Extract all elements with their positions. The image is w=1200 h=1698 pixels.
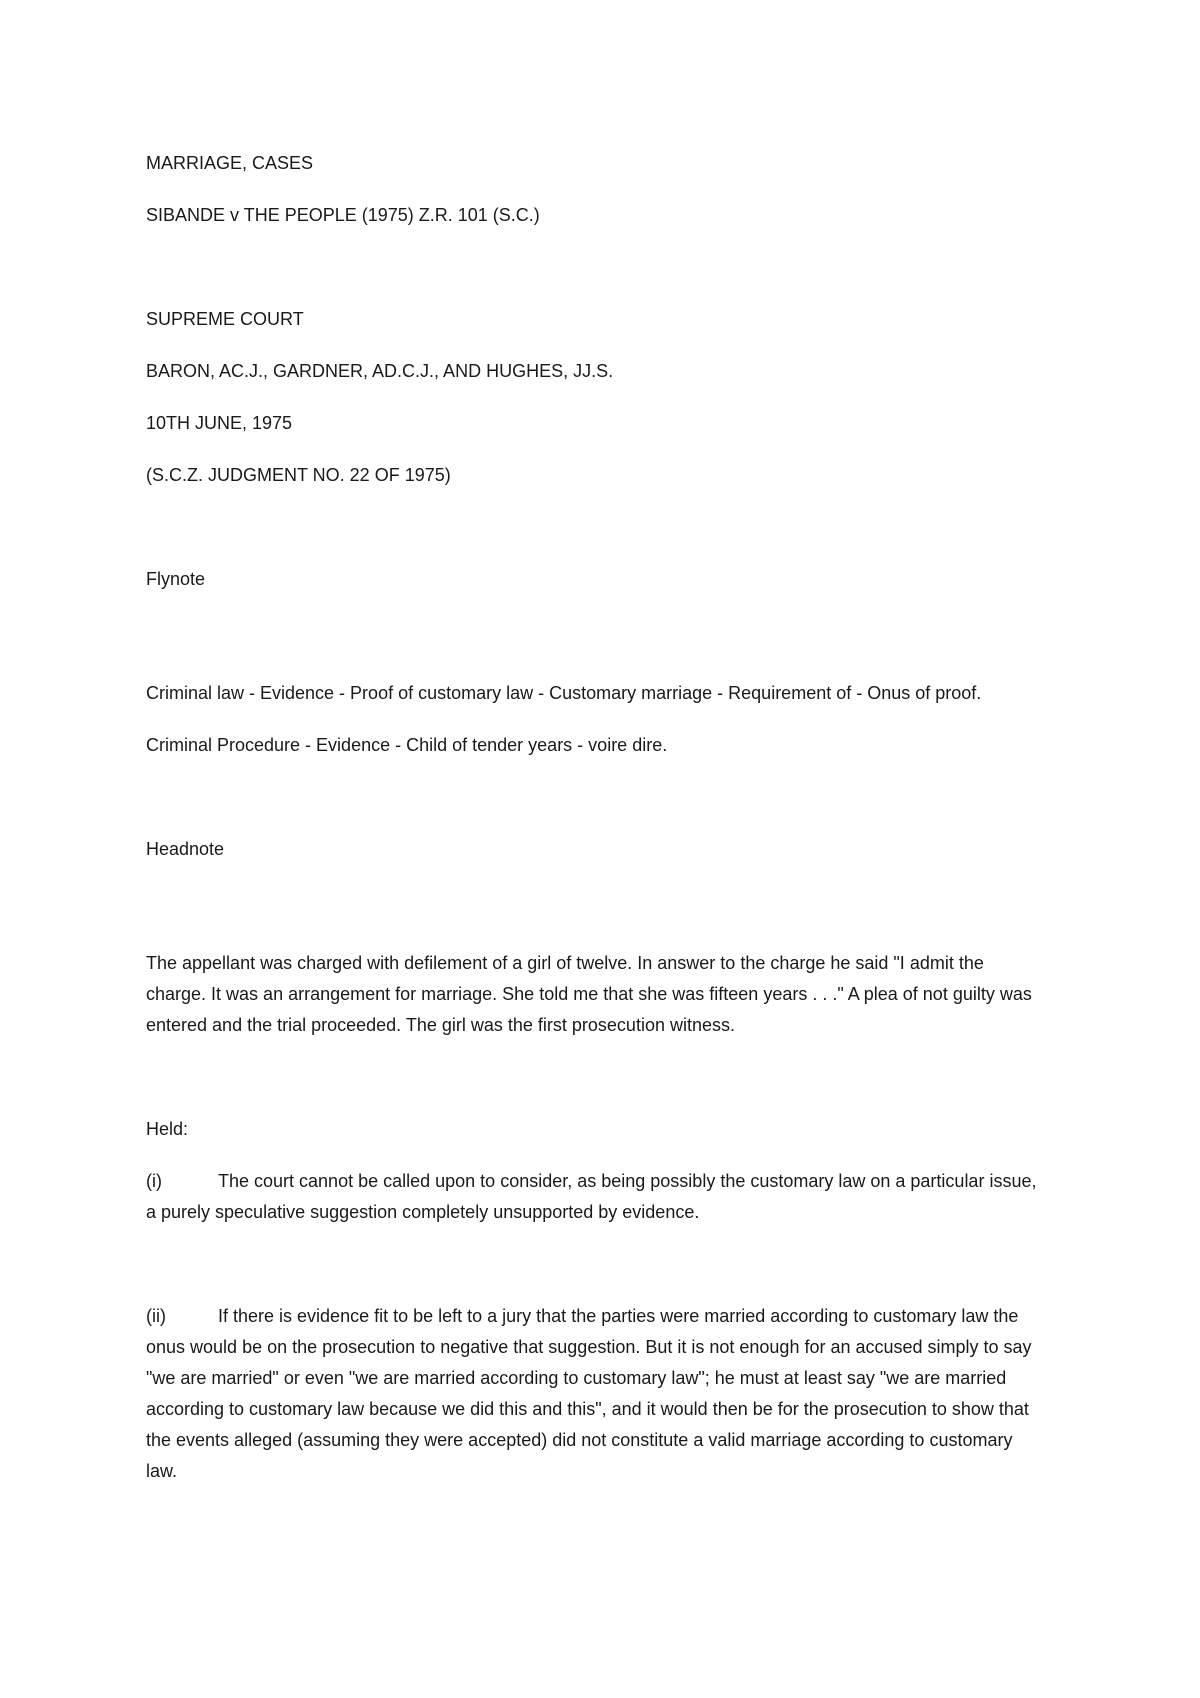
held-heading: Held: xyxy=(146,1119,189,1139)
flynote-heading: Flynote xyxy=(146,569,206,589)
document-body xyxy=(146,148,1046,1487)
flynote-item-2: Criminal Procedure - Evidence - Child of tender years - voire dire. xyxy=(146,735,668,755)
held-item-2-number: (ii) xyxy=(146,1306,166,1326)
judgment-date: 10TH JUNE, 1975 xyxy=(146,413,293,433)
flynote-item-1: Criminal law - Evidence - Proof of customary law - Customary marriage - Requirement of - Onus of proof. xyxy=(146,683,982,703)
judgment-number: (S.C.Z. JUDGMENT NO. 22 OF 1975) xyxy=(146,465,451,485)
court-name: SUPREME COURT xyxy=(146,309,304,329)
held-item-1-number: (i) xyxy=(146,1171,162,1191)
headnote-heading: Headnote xyxy=(146,839,225,859)
held-item-1 xyxy=(146,1166,1046,1228)
subject-line: MARRIAGE, CASES xyxy=(146,153,314,173)
case-citation: SIBANDE v THE PEOPLE (1975) Z.R. 101 (S.C.) xyxy=(146,205,540,225)
held-item-2 xyxy=(146,1301,1046,1487)
headnote-paragraph: The appellant was charged with defilement of a girl of twelve. In answer to the charge he said "I admit the charge. It was an arrangement for marriage. She told me that she was fifteen years . . ." A plea of not guilty was entered and the trial proceeded. The girl was the first prosecution witness. xyxy=(146,953,1032,1035)
judges-line: BARON, AC.J., GARDNER, AD.C.J., AND HUGHES, JJ.S. xyxy=(146,361,614,381)
held-item-1-text: The court cannot be called upon to consider, as being possibly the customary law on a particular issue, a purely speculative suggestion completely unsupported by evidence. xyxy=(146,1171,1037,1222)
held-item-2-text: If there is evidence fit to be left to a jury that the parties were married according to customary law the onus would be on the prosecution to negative that suggestion. But it is not enough for an accused simply to say "we are married" or even "we are married according to customary law"; he must at least say "we are married according to customary law because we did this and this", and it would then be for the prosecution to show that the events alleged (assuming they were accepted) did not constitute a valid marriage according to customary law. xyxy=(146,1306,1032,1481)
